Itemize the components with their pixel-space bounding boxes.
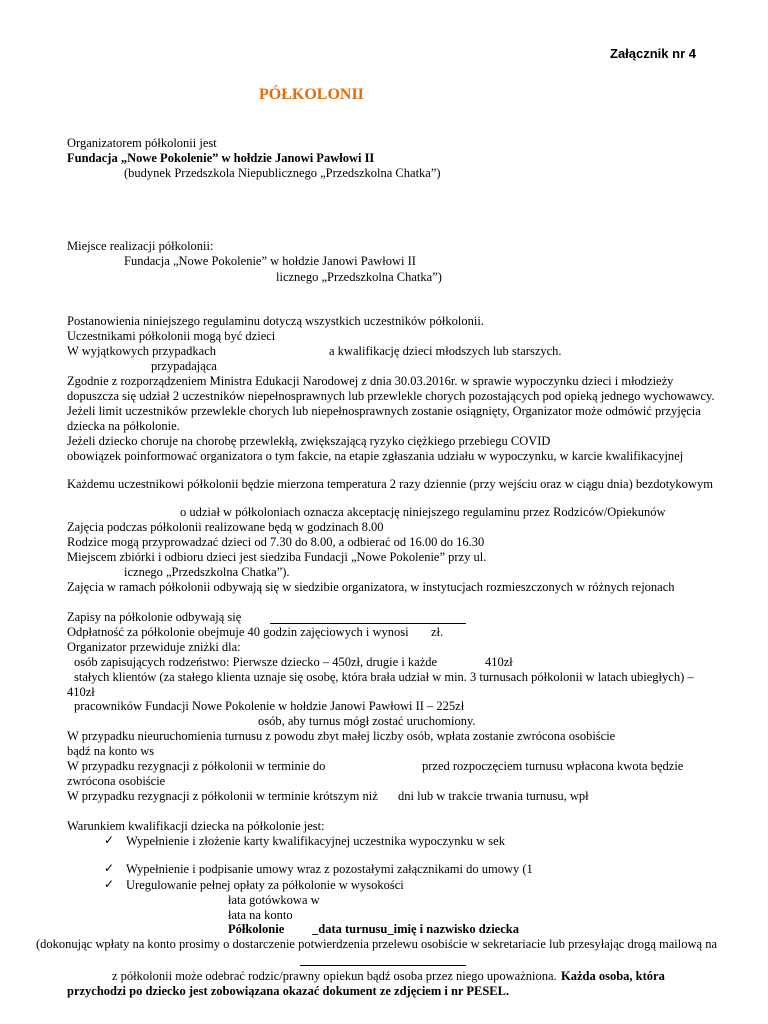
fee-line: bądź na konto ws — [67, 744, 155, 758]
checkmark-icon: ✓ — [104, 877, 115, 891]
blank-line — [270, 623, 466, 624]
qualification-intro: Warunkiem kwalifikacji dziecka na półkolonie jest: — [67, 819, 325, 833]
rule-line: icznego „Przedszkolna Chatka”). — [124, 565, 290, 579]
rule-line: a kwalifikację dzieci młodszych lub starszych. — [329, 344, 562, 358]
rule-line: Zajęcia podczas półkolonii realizowane będą w godzinach 8.00 — [67, 520, 384, 534]
checkmark-icon: ✓ — [104, 833, 115, 847]
pickup-bold-2: przychodzi po dziecko jest zobowiązana okazać dokument ze zdjęciem i nr PESEL. — [67, 984, 510, 998]
transfer-title-rest: _data turnusu_imię i nazwisko dziecka — [312, 922, 519, 936]
organizer-building: (budynek Przedszkola Niepublicznego „Przedszkolna Chatka”) — [124, 166, 441, 180]
fee-line: Organizator przewiduje zniżki dla: — [67, 640, 241, 654]
fee-line: 410zł — [485, 655, 513, 669]
qualification-item: Uregulowanie pełnej opłaty za półkolonie w wysokości — [126, 878, 404, 892]
fee-line: Zapisy na półkolonie odbywają się — [67, 610, 242, 624]
rule-line: dziecka na półkolonie. — [67, 419, 180, 433]
venue-label: Miejsce realizacji półkolonii: — [67, 239, 214, 253]
rule-line: Uczestnikami półkolonii mogą być dzieci — [67, 329, 276, 343]
document-title: PÓŁKOLONII — [259, 86, 364, 103]
rule-line: Zgodnie z rozporządzeniem Ministra Edukacji Narodowej z dnia 30.03.2016r. w sprawie wypoczynku dzieci i młodzieży — [67, 374, 674, 388]
checkmark-icon: ✓ — [104, 861, 115, 875]
rule-line: Każdemu uczestnikowi półkolonii będzie mierzona temperatura 2 razy dziennie (przy wejściu oraz w ciągu dnia) bezdotykowym — [67, 477, 713, 491]
fee-line: pracowników Fundacji Nowe Pokolenie w hołdzie Janowi Pawłowi II – 225zł — [74, 699, 465, 713]
rule-line: Zajęcia w ramach półkolonii odbywają się w siedzibie organizatora, w instytucjach rozmieszczonych w różnych rejonach — [67, 580, 675, 594]
rule-line: przypadająca — [151, 359, 217, 373]
fee-line: stałych klientów (za stałego klienta uznaje się osobę, która brała udział w min. 3 turnusach półkolonii w latach ubiegłych) – — [74, 670, 694, 684]
payment-transfer: łata na konto — [228, 908, 293, 922]
fee-line: przed rozpoczęciem turnusu wpłacona kwota będzie — [422, 759, 684, 773]
venue-line-1: Fundacja „Nowe Pokolenie” w hołdzie Janowi Pawłowi II — [124, 254, 416, 268]
fee-line: Odpłatność za półkolonie obejmuje 40 godzin zajęciowych i wynosi — [67, 625, 409, 639]
blank-line — [300, 965, 466, 966]
fee-line: W przypadku nieuruchomienia turnusu z powodu zbyt małej liczby osób, wpłata zostanie zwrócona osobiście — [67, 729, 616, 743]
fee-line: W przypadku rezygnacji z półkolonii w terminie krótszym niż — [67, 789, 378, 803]
fee-line: osób zapisujących rodzeństwo: Pierwsze dziecko – 450zł, drugie i każde — [74, 655, 438, 669]
fee-line: 410zł — [67, 685, 95, 699]
payment-cash: łata gotówkowa w — [228, 893, 320, 907]
fee-line: zł. — [431, 625, 444, 639]
qualification-item: Wypełnienie i podpisanie umowy wraz z pozostałymi załącznikami do umowy (1 — [126, 862, 533, 876]
rule-line: obowiązek poinformować organizatora o tym fakcie, na etapie zgłaszania udziału w wypoczynku, w karcie kwalifikacyjnej — [67, 449, 684, 463]
transfer-note: (dokonując wpłaty na konto prosimy o dostarczenie potwierdzenia przelewu osobiście w sekretariacie lub przesyłając drogą mailową na — [36, 937, 717, 951]
rule-line: Jeżeli limit uczestników przewlekle chorych lub niepełnosprawnych zostanie osiągnięty, Organizator może odmówić przyjęcia — [67, 404, 701, 418]
rule-line: dopuszcza się udział 2 uczestników niepełnosprawnych lub przewlekle chorych pozostających pod opieką jednego wychowawcy. — [67, 389, 715, 403]
organizer-intro: Organizatorem półkolonii jest — [67, 136, 217, 150]
rule-line: o udział w półkoloniach oznacza akceptację niniejszego regulaminu przez Rodziców/Opiekunów — [180, 505, 666, 519]
rule-line: Miejscem zbiórki i odbioru dzieci jest siedziba Fundacji „Nowe Pokolenie” przy ul. — [67, 550, 487, 564]
organizer-name: Fundacja „Nowe Pokolenie” w hołdzie Janowi Pawłowi II — [67, 151, 375, 165]
venue-line-2: licznego „Przedszkolna Chatka”) — [276, 270, 442, 284]
qualification-item: Wypełnienie i złożenie karty kwalifikacyjnej uczestnika wypoczynku w sek — [126, 834, 505, 848]
fee-line: dni lub w trakcie trwania turnusu, wpł — [398, 789, 589, 803]
rule-line: Postanowienia niniejszego regulaminu dotyczą wszystkich uczestników półkolonii. — [67, 314, 484, 328]
rule-line: W wyjątkowych przypadkach — [67, 344, 217, 358]
pickup-bold-1: Każda osoba, która — [561, 969, 665, 983]
rule-line: Rodzice mogą przyprowadzać dzieci od 7.30 do 8.00, a odbierać od 16.00 do 16.30 — [67, 535, 485, 549]
annex-label: Załącznik nr 4 — [610, 46, 696, 61]
pickup-text: z półkolonii może odebrać rodzic/prawny opiekun bądź osoba przez niego upoważniona. — [112, 969, 557, 983]
transfer-title: Półkolonie — [228, 922, 285, 936]
rule-line: Jeżeli dziecko choruje na chorobę przewlekłą, zwiększającą ryzyko ciężkiego przebiegu COVID — [67, 434, 551, 448]
fee-line: W przypadku rezygnacji z półkolonii w terminie do — [67, 759, 326, 773]
fee-line: osób, aby turnus mógł zostać uruchomiony. — [258, 714, 476, 728]
fee-line: zwrócona osobiście — [67, 774, 166, 788]
